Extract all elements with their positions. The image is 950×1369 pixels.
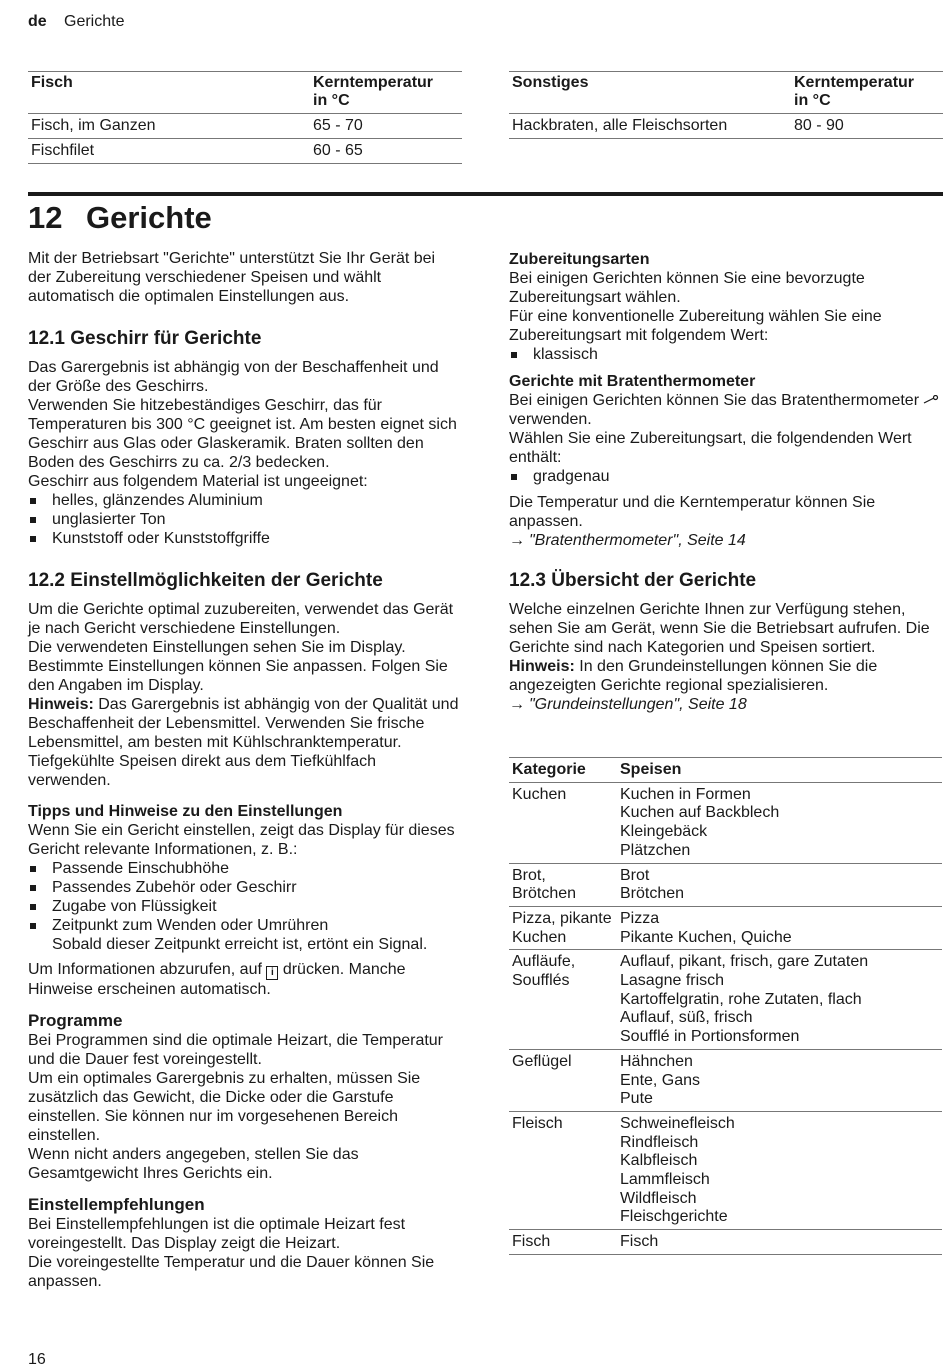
subsection-title-bratenthermometer: Gerichte mit Bratenthermometer (509, 373, 756, 390)
arrow-right-icon: → (509, 696, 525, 713)
table-cell: 60 - 65 (310, 139, 462, 164)
table-cell: Hackbraten, alle Fleischsorten (509, 114, 791, 139)
subsection-title-tips: Tipps und Hinweise zu den Einstellungen (28, 803, 343, 820)
dishes-cell: Schweinefleisch Rindfleisch Kalbfleisch Lammfleisch Wildfleisch Fleischgerichte (617, 1111, 942, 1229)
right-column (509, 250, 941, 714)
section-title-12-3: 12.3 Übersicht der Gerichte (509, 570, 757, 591)
paragraph: Die Temperatur und die Kerntemperatur können Sie anpassen. (509, 494, 876, 530)
gerichte-overview-table (509, 757, 942, 1255)
category-cell: Fisch (509, 1230, 617, 1255)
section-title-12-1: 12.1 Geschirr für Gerichte (28, 328, 262, 349)
zubereitungsart-list (509, 345, 941, 364)
subsection-title-zubereitungsarten: Zubereitungsarten (509, 251, 650, 268)
cross-reference-link[interactable]: → "Bratenthermometer", Seite 14 (509, 532, 746, 549)
paragraph: Wenn nicht anders angegeben, stellen Sie das Gesamtgewicht Ihres Gerichts ein. (28, 1146, 359, 1182)
dishes-cell: Auflauf, pikant, frisch, gare Zutaten Lasagne frisch Kartoffelgratin, rohe Zutaten, flach Auflauf, süß, frisch Soufflé in Portionsformen (617, 950, 942, 1050)
meat-probe-icon (923, 392, 939, 409)
table-header: Kategorie (509, 758, 617, 783)
category-cell: Pizza, pikante Kuchen (509, 906, 617, 949)
dishes-cell: Brot Brötchen (617, 863, 942, 906)
left-column (28, 249, 460, 1291)
paragraph: Wenn Sie ein Gericht einstellen, zeigt das Display für dieses Gericht relevante Informationen, z. B.: (28, 822, 455, 858)
paragraph: Welche einzelnen Gerichte Ihnen zur Verfügung stehen, sehen Sie am Gerät, wenn Sie die Betriebsart aufrufen. Die Gerichte sind nach Kategorien und Speisen sortiert. (509, 601, 930, 656)
intro-paragraph: Mit der Betriebsart "Gerichte" unterstützt Sie Ihr Gerät bei der Zubereitung verschiedener Speisen und wählt automatisch die optimalen Einstellungen aus. (28, 250, 436, 305)
header-language: de (28, 13, 47, 30)
section-title-12-2: 12.2 Einstellmöglichkeiten der Gerichte (28, 570, 383, 591)
table-cell: 65 - 70 (310, 114, 462, 139)
table-row (509, 950, 942, 1050)
paragraph: Um ein optimales Garergebnis zu erhalten, müssen Sie zusätzlich das Gewicht, die Dicke oder die Garstufe einstellen. Sie können nur im vorgesehenen Bereich einstellen. (28, 1070, 421, 1144)
note-label: Hinweis: (509, 658, 575, 675)
dishes-cell: Pizza Pikante Kuchen, Quiche (617, 906, 942, 949)
list-item: Zugabe von Flüssigkeit (28, 897, 460, 916)
table-header: Kerntemperatur in °C (310, 72, 462, 114)
paragraph: Bei Einstellempfehlungen ist die optimale Heizart fest voreingestellt. Das Display zeigt die Heizart. (28, 1216, 406, 1252)
note-label: Hinweis: (28, 696, 94, 713)
table-cell: Fischfilet (28, 139, 310, 164)
paragraph: Bei einigen Gerichten können Sie das Bratenthermometer verwenden. (509, 391, 941, 429)
display-info-list (28, 859, 460, 935)
note-paragraph (28, 695, 460, 790)
chapter-number: 12 (28, 200, 63, 235)
list-item: helles, glänzendes Aluminium (28, 491, 460, 510)
table-row (28, 139, 462, 164)
gradgenau-list (509, 467, 941, 486)
list-item: Passende Einschubhöhe (28, 859, 460, 878)
table-row (509, 1230, 942, 1255)
paragraph: Um die Gerichte optimal zuzubereiten, verwendet das Gerät je nach Gericht verschiedene Einstellungen. (28, 601, 454, 637)
dishes-cell: Kuchen in Formen Kuchen auf Backblech Kleingebäck Plätzchen (617, 782, 942, 863)
subsection-title-programme: Programme (28, 1011, 123, 1030)
category-cell: Geflügel (509, 1049, 617, 1111)
cross-reference-link[interactable]: → "Grundeinstellungen", Seite 18 (509, 696, 747, 713)
table-header: Sonstiges (509, 72, 791, 114)
paragraph: Wählen Sie eine Zubereitungsart, die folgendenden Wert enthält: (509, 430, 912, 466)
category-cell: Brot, Brötchen (509, 863, 617, 906)
paragraph: Die voreingestellte Temperatur und die Dauer können Sie anpassen. (28, 1254, 435, 1290)
list-item-continuation: Sobald dieser Zeitpunkt erreicht ist, ertönt ein Signal. (52, 936, 428, 953)
note-text: Das Garergebnis ist abhängig von der Qualität und Beschaffenheit der Lebensmittel. Verwenden Sie frische Lebensmittel, am besten mit Kühlschranktemperatur. Tiefgekühlte Speisen direkt aus dem Tiefkühlfach verwenden. (28, 696, 459, 789)
note-paragraph (509, 657, 941, 695)
table-row (28, 114, 462, 139)
paragraph: Bei Programmen sind die optimale Heizart, die Temperatur und die Dauer fest voreingestellt. (28, 1032, 444, 1068)
fisch-temperature-table (28, 71, 462, 164)
subsection-title-einstellempfehlungen: Einstellempfehlungen (28, 1195, 205, 1214)
category-cell: Fleisch (509, 1111, 617, 1229)
dishes-cell: Hähnchen Ente, Gans Pute (617, 1049, 942, 1111)
category-cell: Kuchen (509, 782, 617, 863)
paragraph: Für eine konventionelle Zubereitung wählen Sie eine Zubereitungsart mit folgendem Wert: (509, 308, 882, 344)
table-row (509, 114, 943, 139)
note-text: In den Grundeinstellungen können Sie die angezeigten Gerichte regional spezialisieren. (509, 658, 878, 694)
page-number: 16 (28, 1351, 46, 1368)
table-header: Kerntemperatur in °C (791, 72, 943, 114)
info-paragraph: Um Informationen abzurufen, auf i drücken. Manche Hinweise erscheinen automatisch. (28, 961, 406, 998)
list-item: Passendes Zubehör oder Geschirr (28, 878, 460, 897)
table-cell: Fisch, im Ganzen (28, 114, 310, 139)
unsuitable-material-list (28, 491, 460, 548)
table-row (509, 906, 942, 949)
paragraph: Verwenden Sie hitzebeständiges Geschirr, das für Temperaturen bis 300 °C geeignet ist. Am besten eignet sich Geschirr aus Glas oder Glaskeramik. Braten sollten den Boden des Geschirrs zu ca. 2/3 bedecken. (28, 397, 457, 471)
arrow-right-icon: → (509, 532, 525, 549)
table-row (509, 782, 942, 863)
list-item: Kunststoff oder Kunststoffgriffe (28, 529, 460, 548)
paragraph: Bei einigen Gerichten können Sie eine bevorzugte Zubereitungsart wählen. (509, 270, 865, 306)
chapter-heading (28, 200, 212, 236)
list-item: gradgenau (509, 467, 941, 486)
list-item: unglasierter Ton (28, 510, 460, 529)
list-item: klassisch (509, 345, 941, 364)
dishes-cell: Fisch (617, 1230, 942, 1255)
table-header: Speisen (617, 758, 942, 783)
paragraph: Das Garergebnis ist abhängig von der Beschaffenheit und der Größe des Geschirrs. (28, 359, 439, 395)
info-button-icon: i (266, 966, 278, 980)
paragraph: Geschirr aus folgendem Material ist ungeeignet: (28, 473, 368, 490)
table-header: Fisch (28, 72, 310, 114)
chapter-title: Gerichte (86, 200, 212, 235)
table-row (509, 1111, 942, 1229)
paragraph: Die verwendeten Einstellungen sehen Sie im Display. Bestimmte Einstellungen können Sie anpassen. Folgen Sie den Angaben im Display. (28, 639, 448, 694)
table-row (509, 863, 942, 906)
list-item: Zeitpunkt zum Wenden oder Umrühren (28, 916, 460, 935)
table-row (509, 1049, 942, 1111)
chapter-divider (28, 192, 943, 196)
header-section-title: Gerichte (64, 13, 125, 30)
table-cell: 80 - 90 (791, 114, 943, 139)
category-cell: Aufläufe, Soufflés (509, 950, 617, 1050)
sonstiges-temperature-table (509, 71, 943, 139)
